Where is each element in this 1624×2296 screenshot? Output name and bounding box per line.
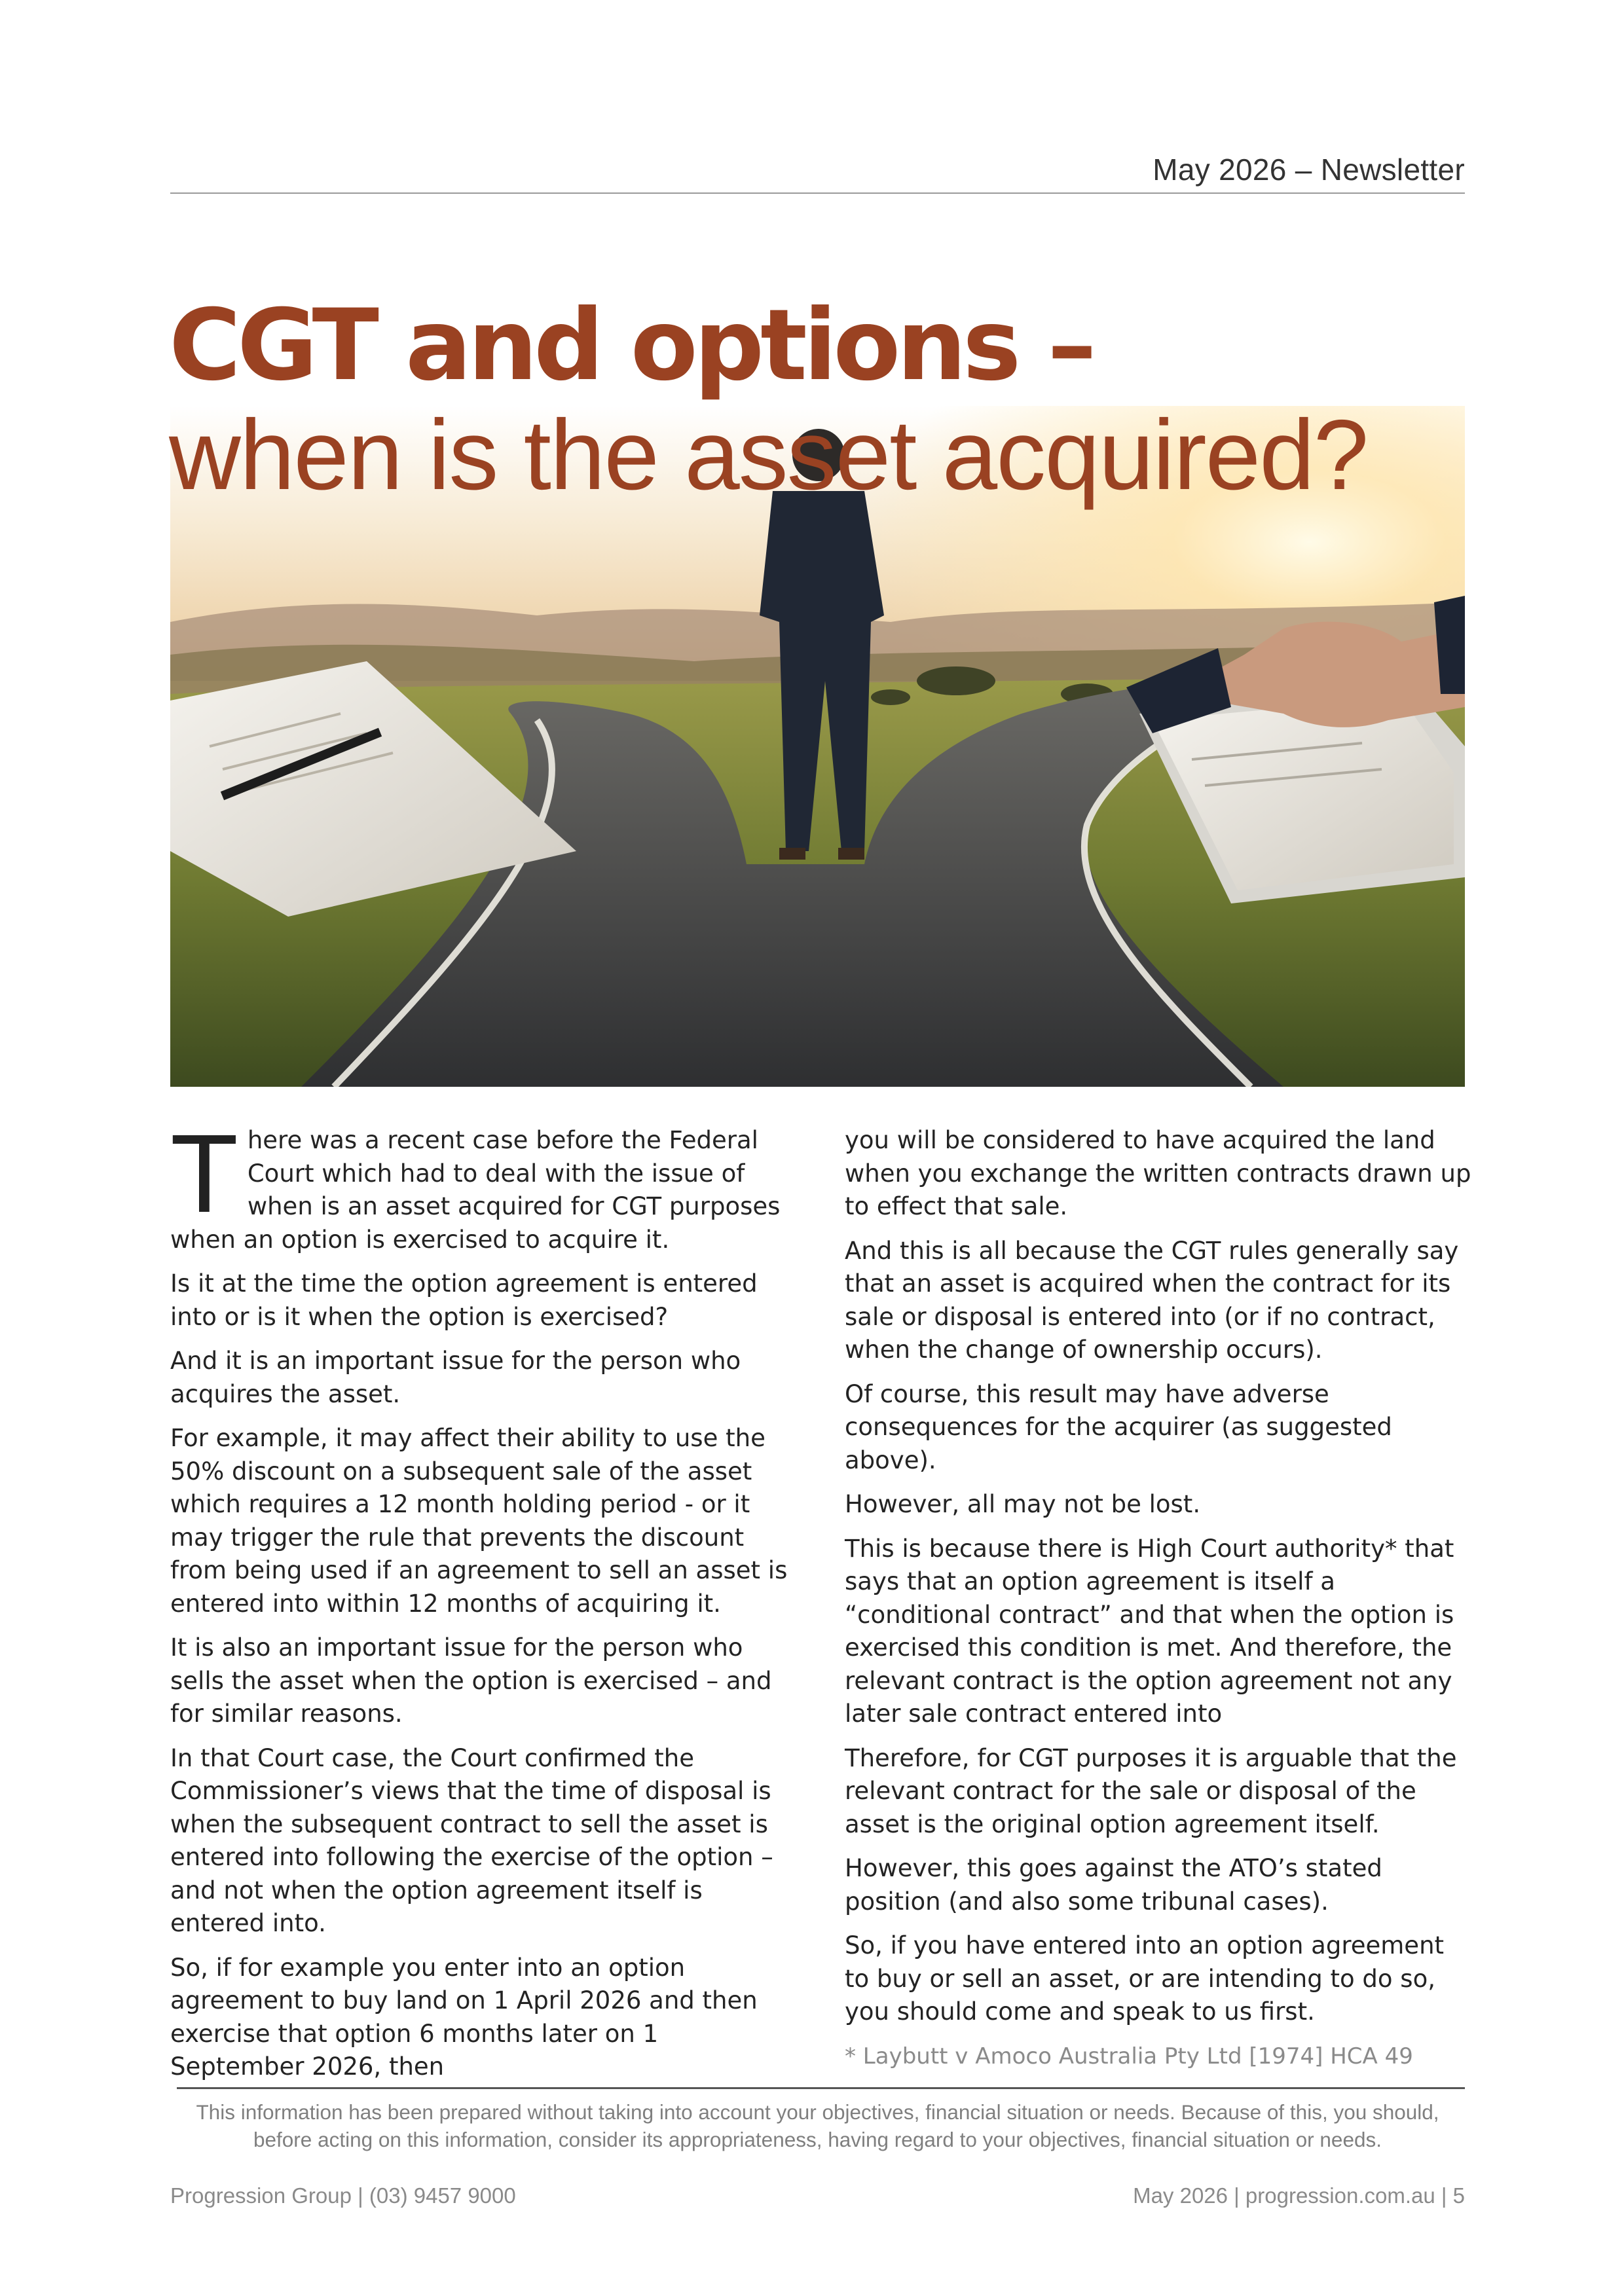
footer-company-phone: Progression Group | (03) 9457 9000 — [170, 2183, 516, 2208]
article-paragraph: In that Court case, the Court confirmed the Commissioner’s views that the time of disposal is when the subsequent contract to sell the asset is entered into following the exercise of the option – and not when the option agreement itself is entered into. — [170, 1743, 773, 1937]
disclaimer-text: This information has been prepared without taking into account your objectives, financial situation or needs. Because of this, you should, before acting on this information, consider its appropriateness, having regard to your objectives, financial situation or needs. — [196, 2100, 1439, 2151]
first-paragraph-text: here was a recent case before the Federal Court which had to deal with the issue of when is an asset acquired for CGT purposes when an option is exercised to acquire it. — [170, 1126, 781, 1254]
article-paragraph: For example, it may affect their ability to use the 50% discount on a subsequent sale of the asset which requires a 12 month holding period - or it may trigger the rule that prevents the discount from being used if an agreement to sell an asset is entered into within 12 months of acquiring it. — [170, 1424, 788, 1618]
article-column-left — [170, 1112, 789, 2095]
disclaimer-divider — [177, 2087, 1465, 2089]
newsletter-date-header: May 2026 – Newsletter — [1153, 153, 1465, 187]
article-paragraph: However, all may not be lost. — [845, 1490, 1201, 1518]
article-paragraph: It is also an important issue for the person who sells the asset when the option is exercised – and for similar reasons. — [170, 1633, 772, 1728]
article-paragraph: And it is an important issue for the person who acquires the asset. — [170, 1347, 741, 1408]
article-paragraph: This is because there is High Court authority* that says that an option agreement is itself a “conditional contract” and that when the option is exercised this condition is met. And therefore, the relevant contract is the option agreement not any later sale contract entered into — [845, 1534, 1454, 1728]
article-title-bold: CGT and options – — [169, 289, 1093, 403]
article-paragraph: Is it at the time the option agreement is entered into or is it when the option is exercised? — [170, 1269, 758, 1331]
article-column-right — [845, 1124, 1473, 2084]
article-paragraph: So, if for example you enter into an option agreement to buy land on 1 April 2026 and then exercise that option 6 months later on 1 September 2026, then — [170, 1953, 758, 2081]
article-paragraph: And this is all because the CGT rules generally say that an asset is acquired when the contract for its sale or disposal is entered into (or if no contract, when the change of ownership occurs). — [845, 1236, 1459, 1364]
footer-date-site-page: May 2026 | progression.com.au | 5 — [1133, 2183, 1465, 2208]
case-footnote: * Laybutt v Amoco Australia Pty Ltd [1974] HCA 49 — [845, 2043, 1413, 2069]
article-paragraph: Therefore, for CGT purposes it is arguable that the relevant contract for the sale or disposal of the asset is the original option agreement itself. — [845, 1743, 1457, 1838]
article-title-light: when is the asset acquired? — [169, 399, 1368, 511]
article-paragraph — [170, 1112, 789, 1256]
header-divider — [170, 192, 1465, 194]
article-paragraph: you will be considered to have acquired the land when you exchange the written contracts drawn up to effect that sale. — [845, 1126, 1471, 1220]
drop-cap: T — [170, 1112, 238, 1236]
article-paragraph: However, this goes against the ATO’s stated position (and also some tribunal cases). — [845, 1854, 1382, 1916]
article-paragraph: Of course, this result may have adverse consequences for the acquirer (as suggested above). — [845, 1379, 1392, 1474]
article-paragraph: So, if you have entered into an option agreement to buy or sell an asset, or are intending to do so, you should come and speak to us first. — [845, 1931, 1445, 2026]
